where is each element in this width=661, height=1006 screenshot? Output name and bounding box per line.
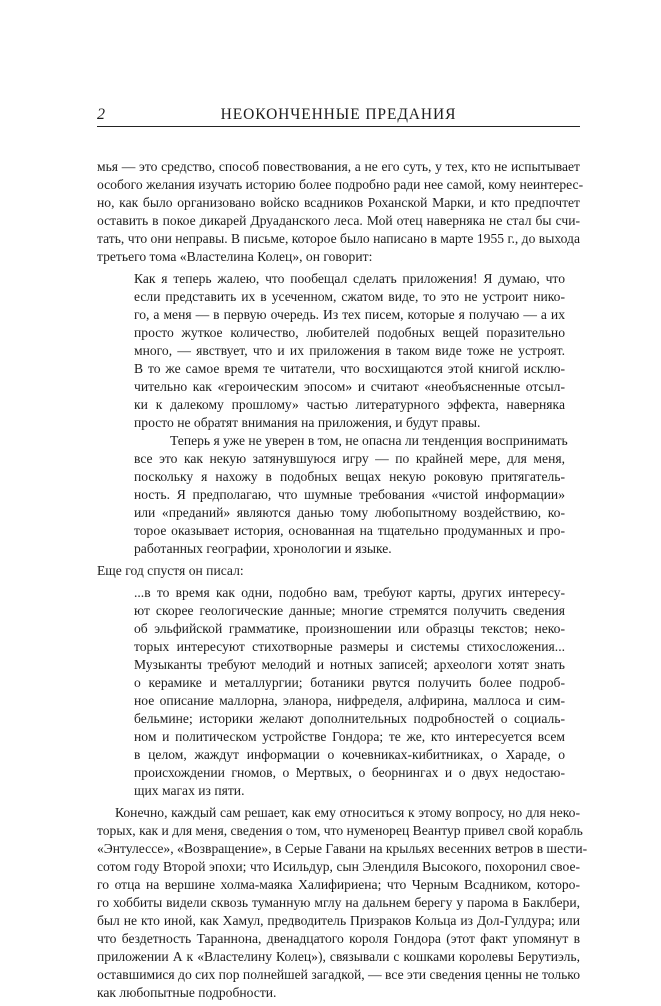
text-line: о керамике и металлургии; ботаники рвутся получить более подроб- [134,675,565,690]
text-line: ки к далекому прошлому» частью литературного эффекта, наверняка [134,397,565,412]
text-line: мья — это средство, способ повествования, а не его суть, у тех, кто не испытывает [97,159,580,174]
text-line: если представить их в усеченном, сжатом виде, то это не устроит нико- [134,289,565,304]
paragraph [97,562,580,580]
text-line: торых интересуют стихотворные размеры и системы стихосложения... [134,639,565,654]
text-line: Теперь я уже не уверен в том, не опасна ли тенденция воспринимать [170,433,568,448]
text-line: бельмине; историки желают дополнительных подробностей о социаль- [134,711,565,726]
text-line: как любопытные подробности. [97,985,277,1000]
text-line: оставить в покое дикарей Друаданского леса. Мой отец наверняка не стал бы счи- [97,213,580,228]
text-line: щих магах из пяти. [134,783,245,798]
text-line: об эльфийской грамматике, произношении или образцы текстов; неко- [134,621,565,636]
text-line: особого желания изучать историю более подробно ради нее самой, кому неинтерес- [97,177,584,192]
text-line: просто не обратят внимания на приложения, и будут правы. [134,415,481,430]
text-line: много, — явствует, что и их приложения в таком виде тоже не устроят. [134,343,565,358]
text-line: Еще год спустя он писал: [97,563,244,578]
text-line: го хоббиты видели сквозь туманную мглу на дальнем берегу у парома в Баклбери, [97,895,580,910]
text-line: чительно как «героическим эпосом» и считают «необъясненные отсыл- [134,379,565,394]
running-header [97,104,580,127]
paragraph [97,804,588,1002]
running-title: НЕОКОНЧЕННЫЕ ПРЕДАНИЯ [220,106,457,123]
text-line: Конечно, каждый сам решает, как ему относиться к этому вопросу, но для неко- [115,805,580,820]
text-line: происхождении гномов, о Мертвых, о беорнингах и о двух недостаю- [134,765,565,780]
text-line: го, а меня — в первую очередь. Из тех писем, которые я получаю — а их [134,307,565,322]
text-line: го отца на вершине холма-маяка Халифириена; что Черным Всадником, которо- [97,877,580,892]
text-line: ное описание маллорна, эланора, нифределя, алфирина, маллоса и сим- [134,693,565,708]
block-quote [97,584,580,800]
text-line: Музыканты требуют мелодий и нотных записей; археологи хотят знать [134,657,565,672]
text-line: ном и политическом устройстве Гондора; те же, кто интересуется всем [134,729,565,744]
text-line: поскольку я нахожу в подобных вещах некую роковую притягатель- [134,469,565,484]
text-line: торое оказывает история, основанная на тщательно продуманных и про- [134,523,565,538]
text-line: торых, как и для меня, сведения о том, что нуменорец Веантур привел свой корабль [97,823,583,838]
page-body [97,158,588,1006]
text-line: Как я теперь жалею, что пообещал сделать приложения! Я думаю, что [134,271,565,286]
text-line: приложении А к «Властелину Колец»), связывали с кошками королевы Берутиэль, [97,949,580,964]
paragraph [97,158,584,266]
text-line: ...в то время как одни, подобно вам, требуют карты, других интересу- [134,585,565,600]
text-line: тать, что они неправы. В письме, которое было написано в марте 1955 г., до выхода [97,231,580,246]
text-line: просто жуткое количество, любителей подобных вещей поразительно [134,325,565,340]
text-line: сотом году Второй эпохи; что Исильдур, сын Элендиля Высокого, похоронил свое- [97,859,580,874]
text-line: третьего тома «Властелина Колец», он говорит: [97,249,373,264]
text-line: оставшимися до сих пор полнейшей загадкой, — все эти сведения ценны не только [97,967,581,982]
text-line: все это как некую затянувшуюся игру — по крайней мере, для меня, [134,451,565,466]
text-line: работанных географии, хронологии и языке. [134,541,392,556]
text-line: ют скорее геологические данные; многие стремятся получить сведения [134,603,565,618]
text-line: «Энтулессе», «Возвращение», в Серые Гавани на крыльях весенних ветров в шести- [97,841,588,856]
text-line: В то же самое время те читатели, что восхищаются этой книгой исклю- [134,361,565,376]
text-line: в целом, жаждут информации о кочевниках-кибитниках, о Хараде, о [134,747,565,762]
text-line: что бездетность Тараннона, двенадцатого короля Гондора (этот факт упомянут в [97,931,580,946]
page-number: 2 [97,106,105,123]
text-line: был не кто иной, как Хамул, предводитель Призраков Кольца из Дол-Гулдура; или [97,913,580,928]
text-line: ность. Я предполагаю, что шумные требования «чистой информации» [134,487,565,502]
text-line: или «преданий» являются данью тому любопытному воздействию, ко- [134,505,565,520]
block-quote [97,270,580,558]
text-line: но, как было организовано войско всадников Роханской Марки, и кто предпочтет [97,195,580,210]
